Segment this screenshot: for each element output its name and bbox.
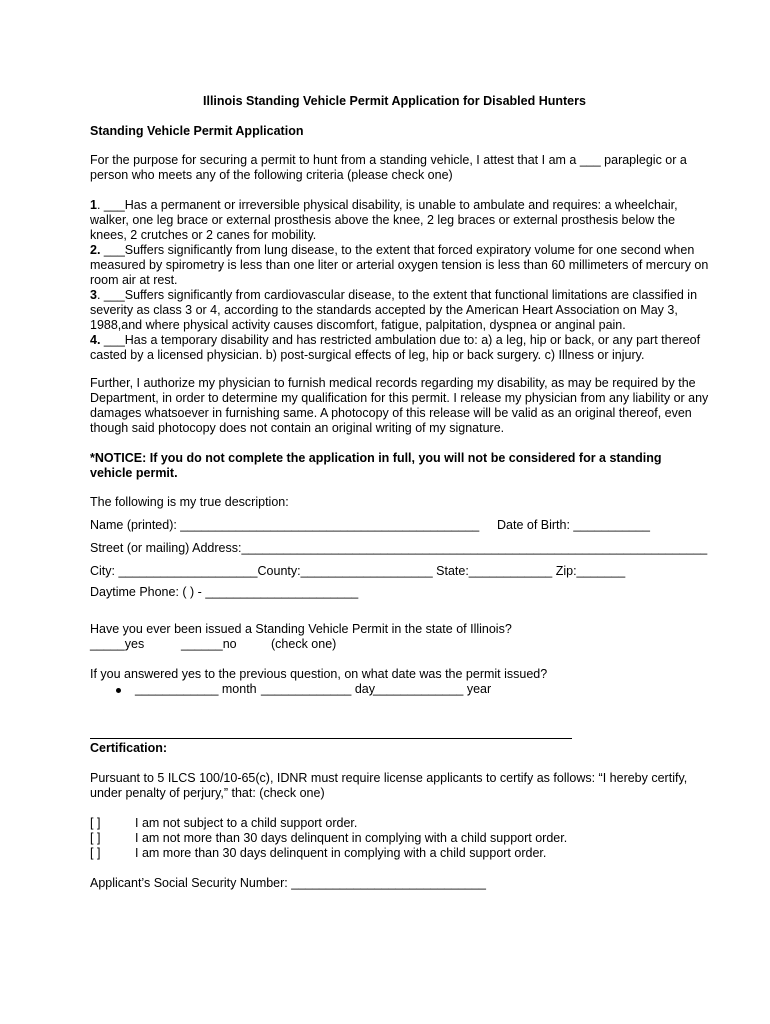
document-title: Illinois Standing Vehicle Permit Application for Disabled Hunters [203, 94, 586, 108]
permit-day-field[interactable]: _____________ day [261, 682, 376, 696]
date-of-birth-field[interactable]: Date of Birth: ___________ [497, 518, 650, 532]
notice-paragraph: *NOTICE: If you do not complete the application in full, you will not be considered for a standing vehicle permit. [90, 451, 662, 480]
criterion-2: 2. ___Suffers significantly from lung disease, to the extent that forced expiratory volume for one second when measured by spirometry is less than one liter or arterial oxygen tension is less than 60 millimeters of mercury on room air at rest. [90, 243, 709, 287]
criterion-4: 4. ___Has a temporary disability and has restricted ambulation due to: a) a leg, hip or back, or any part thereof casted by a licensed physician. b) post-surgical effects of leg, hip or back surgery. c) Illness or injury. [90, 333, 701, 362]
question-permit-date: If you answered yes to the previous question, on what date was the permit issued? [90, 667, 548, 681]
cert-option-2-checkbox[interactable]: [ ] [90, 831, 101, 845]
no-checkbox[interactable]: ______no [181, 637, 237, 651]
certification-heading: Certification: [90, 741, 168, 755]
cert-option-3-checkbox[interactable]: [ ] [90, 846, 101, 860]
ssn-field[interactable]: Applicant’s Social Security Number: ____________________________ [90, 876, 486, 890]
cert-option-3-label: I am more than 30 days delinquent in complying with a child support order. [135, 846, 547, 860]
description-intro: The following is my true description: [90, 495, 289, 509]
name-field[interactable]: Name (printed): ___________________________________________ [90, 518, 480, 532]
divider-line [90, 738, 572, 739]
permit-month-field[interactable]: ____________ month [135, 682, 257, 696]
permit-year-field[interactable]: _____________ year [373, 682, 492, 696]
cert-option-1-label: I am not subject to a child support order. [135, 816, 358, 830]
section-subtitle: Standing Vehicle Permit Application [90, 124, 304, 138]
intro-paragraph: For the purpose for securing a permit to hunt from a standing vehicle, I attest that I am a ___ paraplegic or a person who meets any of the following criteria (please check one) [90, 153, 687, 182]
certification-paragraph: Pursuant to 5 ILCS 100/10-65(c), IDNR must require license applicants to certify as follows: “I hereby certify, under penalty of perjury,” that: (check one) [90, 771, 688, 800]
yes-checkbox[interactable]: _____yes [90, 637, 145, 651]
cert-option-2-label: I am not more than 30 days delinquent in complying with a child support order. [135, 831, 568, 845]
street-address-field[interactable]: Street (or mailing) Address:___________________________________________________________________ [90, 541, 708, 555]
authorization-paragraph: Further, I authorize my physician to furnish medical records regarding my disability, as may be required by the Department, in order to determine my qualification for this permit. I release my physician from any liability or any damages whatsoever in furnishing same. A photocopy of this release will be valid as an original thereof, even though said photocopy does not contain an original writing of my signature. [90, 376, 709, 435]
bullet-icon [116, 688, 121, 693]
criterion-1: 1. ___Has a permanent or irreversible physical disability, is unable to ambulate and requires: a wheelchair, walker, one leg brace or external prosthesis above the knee, 2 leg braces or external prosthesis below the knees, 2 crutches or 2 canes for mobility. [90, 198, 678, 242]
city-county-state-zip-fields[interactable]: City: ____________________County:___________________ State:____________ Zip:_______ [90, 564, 626, 578]
criterion-3: 3. ___Suffers significantly from cardiovascular disease, to the extent that functional limitations are classified in severity as class 3 or 4, according to the standards accepted by the American Heart Association on May 3, 1988,and where physical activity causes discomfort, fatigue, palpitation, dyspnea or anginal pain. [90, 288, 698, 332]
check-one-label: (check one) [271, 637, 337, 651]
cert-option-1-checkbox[interactable]: [ ] [90, 816, 101, 830]
question-prior-permit: Have you ever been issued a Standing Vehicle Permit in the state of Illinois? [90, 622, 512, 636]
daytime-phone-field[interactable]: Daytime Phone: ( ) - ______________________ [90, 585, 359, 599]
criteria-list [90, 198, 710, 363]
